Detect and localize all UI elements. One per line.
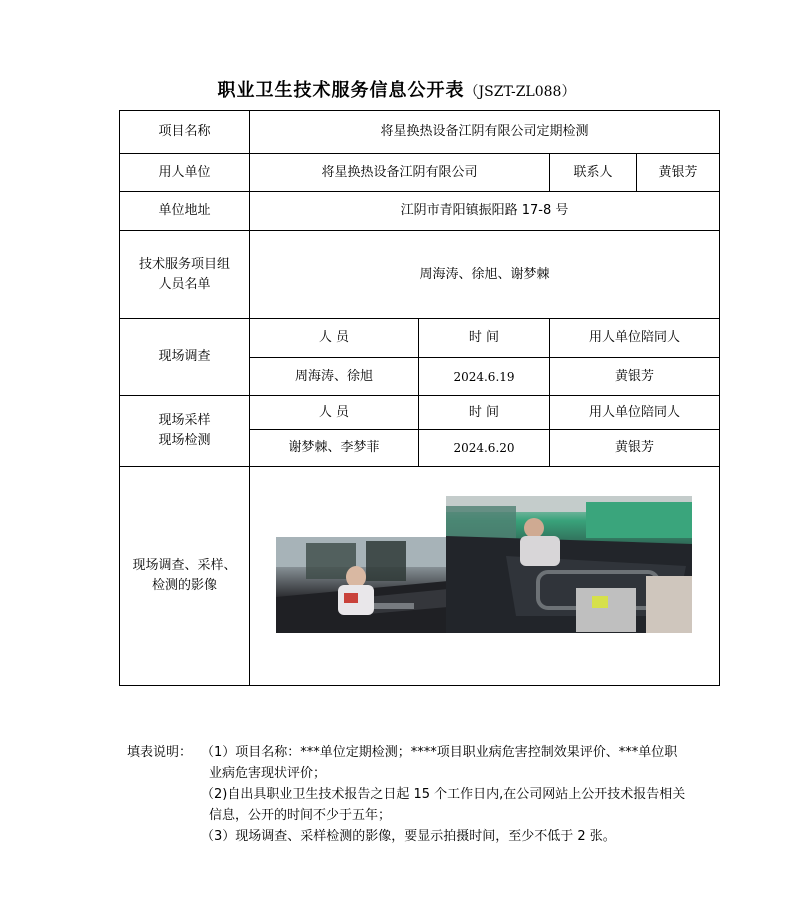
info-table (119, 110, 720, 686)
form-code: （JSZT-ZL088） (464, 84, 576, 100)
team-label-line2: 人员名单 (158, 276, 211, 292)
survey-label: 现场调查 (120, 319, 250, 396)
site-photo-2-art (446, 496, 692, 633)
project-label: 项目名称 (120, 111, 250, 154)
survey-header-row (120, 319, 720, 358)
photo-area (250, 467, 720, 685)
note-3-line1: （3）现场调查、采样检测的影像，要显示拍摄时间，至少不低于 2 张。 (201, 829, 616, 844)
sampling-header-time: 时 间 (419, 396, 550, 430)
contact-value: 黄银芳 (637, 154, 720, 192)
images-cell (250, 467, 720, 686)
sampling-label (120, 396, 250, 467)
sampling-label-line1: 现场采样 (158, 413, 211, 428)
employer-label: 用人单位 (120, 154, 250, 192)
survey-header-time: 时 间 (419, 319, 550, 358)
employer-value: 将星换热设备江阴有限公司 (250, 154, 550, 192)
images-label-line2: 检测的影像 (151, 578, 217, 593)
sampling-label-line2: 现场检测 (158, 433, 211, 448)
note-1-line2: 业病危害现状评价； (209, 766, 327, 781)
note-1 (127, 742, 727, 784)
address-row (120, 192, 720, 231)
contact-label: 联系人 (550, 154, 637, 192)
project-row (120, 111, 720, 154)
form-title (0, 76, 793, 102)
survey-header-companion: 用人单位陪同人 (550, 319, 720, 358)
site-photo-1 (276, 537, 448, 633)
survey-companion: 黄银芳 (550, 358, 720, 396)
images-label (120, 467, 250, 686)
sampling-people: 谢梦棘、李梦菲 (250, 430, 419, 467)
address-label: 单位地址 (120, 192, 250, 231)
employer-row (120, 154, 720, 192)
survey-people: 周海涛、徐旭 (250, 358, 419, 396)
sampling-header-row (120, 396, 720, 430)
note-3 (127, 826, 727, 847)
note-2-line1: （2)自出具职业卫生技术报告之日起 15 个工作日内,在公司网站上公开技术报告相关 (201, 787, 686, 802)
address-value: 江阴市青阳镇振阳路 17-8 号 (250, 192, 720, 231)
filling-notes (127, 742, 727, 847)
team-value: 周海涛、徐旭、谢梦棘 (250, 231, 720, 319)
site-photo-2 (446, 496, 692, 633)
note-2 (127, 784, 727, 826)
notes-label: 填表说明： (127, 745, 193, 760)
team-label (120, 231, 250, 319)
team-row (120, 231, 720, 319)
survey-date: 2024.6.19 (419, 358, 550, 396)
images-label-line1: 现场调查、采样、 (132, 558, 237, 573)
team-label-line1: 技术服务项目组 (138, 256, 230, 272)
title-text: 职业卫生技术服务信息公开表 (217, 80, 465, 101)
note-1-line1: （1）项目名称：***单位定期检测；****项目职业病危害控制效果评价、***单位职 (201, 745, 678, 760)
sampling-companion: 黄银芳 (550, 430, 720, 467)
sampling-date: 2024.6.20 (419, 430, 550, 467)
note-2-line2: 信息，公开的时间不少于五年； (209, 808, 392, 823)
survey-header-people: 人 员 (250, 319, 419, 358)
sampling-header-people: 人 员 (250, 396, 419, 430)
site-photo-1-art (276, 537, 448, 633)
sampling-header-companion: 用人单位陪同人 (550, 396, 720, 430)
images-row (120, 467, 720, 686)
project-value: 将星换热设备江阴有限公司定期检测 (250, 111, 720, 154)
